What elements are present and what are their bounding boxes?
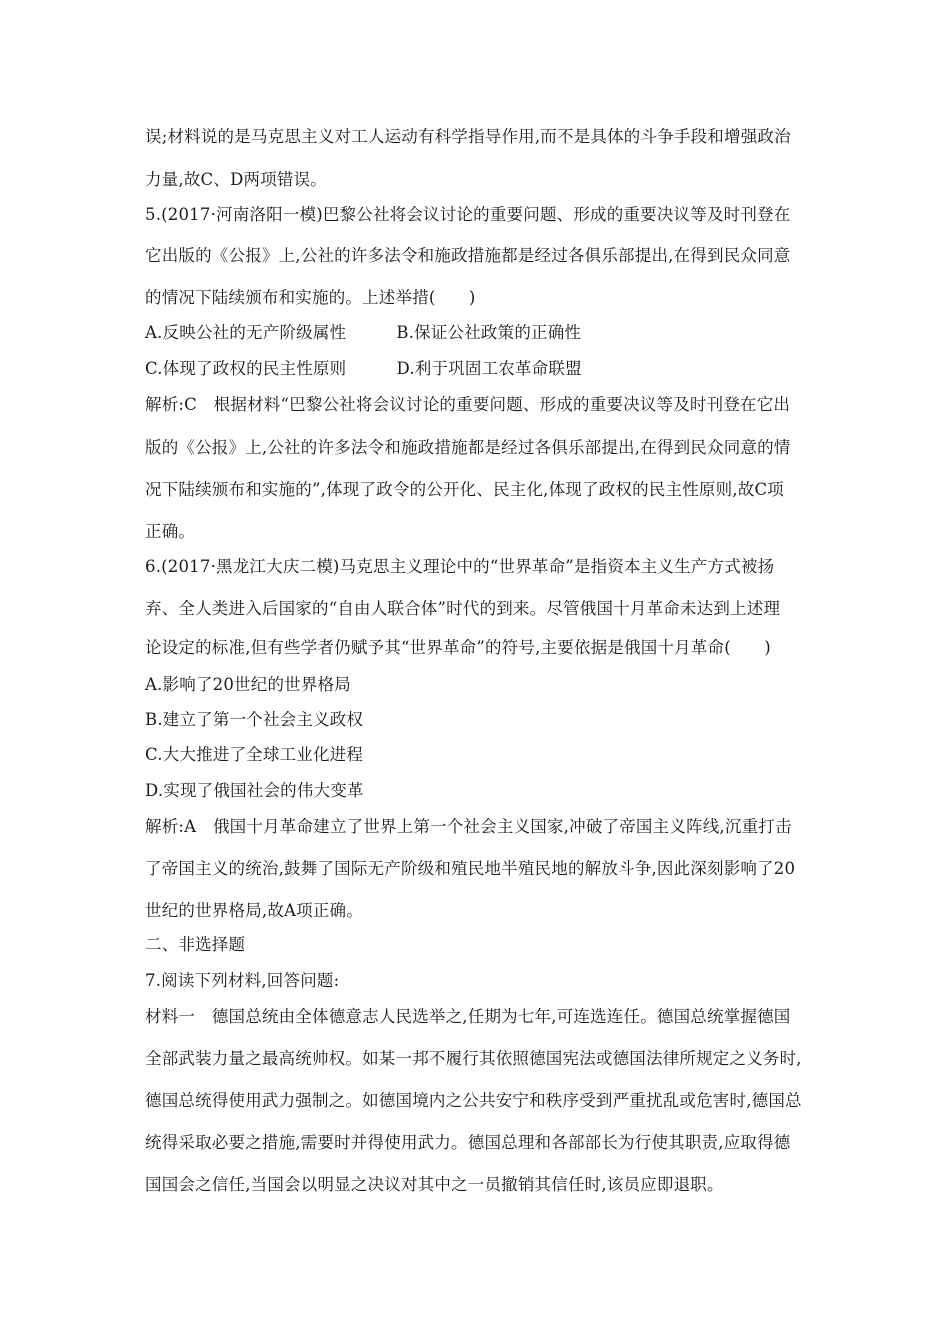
material-1: 材料一 德国总统由全体德意志人民选举之,任期为七年,可连选连任。德国总统掌握德国 xyxy=(145,1007,791,1026)
text-line: 的情况下陆续颁布和实施的。上述举措( ) xyxy=(145,288,476,307)
question-5-options-cd: C.体现了政权的民主性原则 D.利于巩固工农革命联盟 xyxy=(145,359,582,378)
text-line: 论设定的标准,但有些学者仍赋予其“世界革命”的符号,主要依据是俄国十月革命( ) xyxy=(145,638,771,657)
question-6-option-c: C.大大推进了全球工业化进程 xyxy=(145,745,364,764)
text-line: 国国会之信任,当国会以明显之决议对其中之一员撤销其信任时,该员应即退职。 xyxy=(145,1175,724,1194)
text-line: 况下陆续颁布和实施的”,体现了政令的公开化、民主化,体现了政权的民主性原则,故C项 xyxy=(145,480,784,499)
text-line: 力量,故C、D两项错误。 xyxy=(145,170,327,189)
question-7-stem: 7.阅读下列材料,回答问题: xyxy=(145,971,340,990)
question-5-stem: 5.(2017·河南洛阳一模)巴黎公社将会议讨论的重要问题、形成的重要决议等及时刊登在 xyxy=(145,205,791,224)
question-6-option-a: A.影响了20世纪的世界格局 xyxy=(145,675,351,694)
text-line: 全部武装力量之最高统帅权。如某一邦不履行其依照德国宪法或德国法律所规定之义务时, xyxy=(145,1049,802,1068)
text-line: 版的《公报》上,公社的许多法令和施政措施都是经过各俱乐部提出,在得到民众同意的情 xyxy=(145,438,791,457)
text-line: 误;材料说的是马克思主义对工人运动有科学指导作用,而不是具体的斗争手段和增强政治 xyxy=(145,127,791,146)
text-line: 统得采取必要之措施,需要时并得使用武力。德国总理和各部部长为行使其职责,应取得德 xyxy=(145,1133,791,1152)
question-5-options-ab: A.反映公社的无产阶级属性 B.保证公社政策的正确性 xyxy=(145,323,582,342)
section-heading: 二、非选择题 xyxy=(145,935,246,954)
text-line: 世纪的世界格局,故A项正确。 xyxy=(145,901,363,920)
question-6-stem: 6.(2017·黑龙江大庆二模)马克思主义理论中的“世界革命”是指资本主义生产方式被扬 xyxy=(145,557,775,576)
question-6-analysis: 解析:A 俄国十月革命建立了世界上第一个社会主义国家,冲破了帝国主义阵线,沉重打击 xyxy=(145,817,792,836)
question-6-option-d: D.实现了俄国社会的伟大变革 xyxy=(145,781,364,800)
text-line: 正确。 xyxy=(145,522,196,541)
text-line: 了帝国主义的统治,鼓舞了国际无产阶级和殖民地半殖民地的解放斗争,因此深刻影响了20 xyxy=(145,859,796,878)
text-line: 德国总统得使用武力强制之。如德国境内之公共安宁和秩序受到严重扰乱或危害时,德国总 xyxy=(145,1091,802,1110)
question-6-option-b: B.建立了第一个社会主义政权 xyxy=(145,710,364,729)
question-5-analysis: 解析:C 根据材料“巴黎公社将会议讨论的重要问题、形成的重要决议等及时刊登在它出 xyxy=(145,395,791,414)
text-line: 弃、全人类进入后国家的“自由人联合体”时代的到来。尽管俄国十月革命未达到上述理 xyxy=(145,599,781,618)
text-line: 它出版的《公报》上,公社的许多法令和施政措施都是经过各俱乐部提出,在得到民众同意 xyxy=(145,246,791,265)
